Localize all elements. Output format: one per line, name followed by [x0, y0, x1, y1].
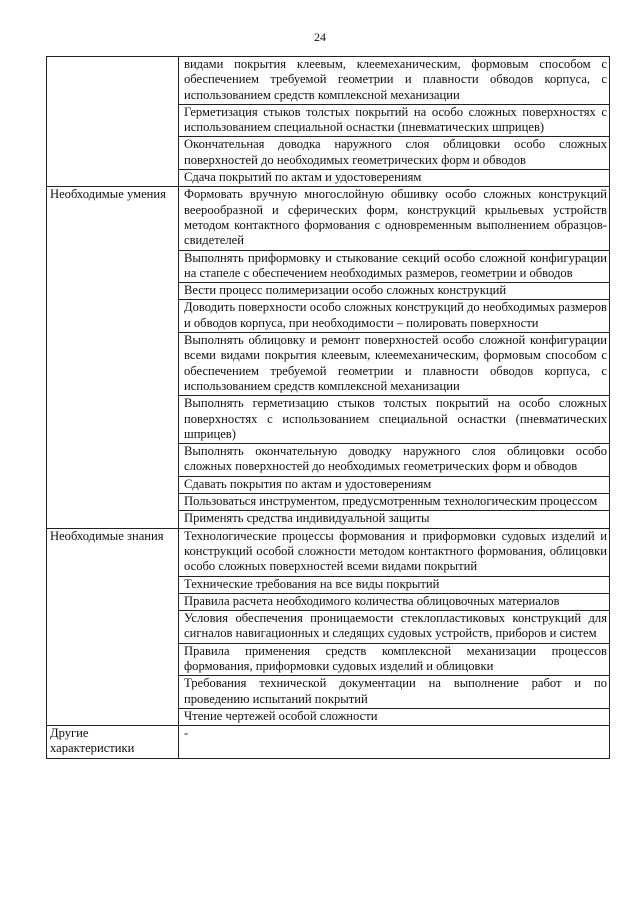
section-label	[47, 57, 179, 187]
requirement-item: Выполнять окончательную доводку наружного слоя облицовки особо сложных поверхностей до необходимых геометрических форм и обводов	[179, 444, 610, 477]
requirement-item: Правила расчета необходимого количества облицовочных материалов	[179, 593, 610, 610]
section-label: Другие характеристики	[47, 726, 179, 759]
section-label: Необходимые умения	[47, 187, 179, 528]
requirements-table	[46, 56, 610, 759]
requirement-item: Условия обеспечения проницаемости стеклопластиковых конструкций для сигналов навигационных и следящих судовых устройств, приборов и систем	[179, 611, 610, 644]
requirement-item: Требования технической документации на выполнение работ и по проведению испытаний покрытий	[179, 676, 610, 709]
requirement-item: Выполнять герметизацию стыков толстых покрытий на особо сложных поверхностях с использованием специальной оснастки (пневматических шприцев)	[179, 396, 610, 444]
requirement-item: Чтение чертежей особой сложности	[179, 708, 610, 725]
requirement-item: -	[179, 726, 610, 759]
requirement-item: Доводить поверхности особо сложных конструкций до необходимых размеров и обводов корпуса, при необходимости – полировать поверхности	[179, 300, 610, 333]
requirement-item: Применять средства индивидуальной защиты	[179, 511, 610, 528]
requirement-item: Пользоваться инструментом, предусмотренным технологическим процессом	[179, 494, 610, 511]
requirement-item: Выполнять приформовку и стыкование секций особо сложной конфигурации на стапеле с обеспечением необходимых размеров, геометрии и обводов	[179, 250, 610, 283]
requirement-item: Технологические процессы формования и приформовки судовых изделий и конструкций особой сложности методом контактного формования, облицовки особо сложных поверхностей всеми видами покрытий	[179, 528, 610, 576]
requirement-item: Правила применения средств комплексной механизации процессов формования, приформовки судовых изделий и облицовки	[179, 643, 610, 676]
requirements-table-body	[47, 57, 610, 759]
requirement-item: Формовать вручную многослойную обшивку особо сложных конструкций веерообразной и сферических форм, конструкций крыльевых устройств методом контактного формования с одновременным выполнением образцов-свидетелей	[179, 187, 610, 250]
table-row	[47, 726, 610, 759]
table-row	[47, 57, 610, 105]
table-row	[47, 187, 610, 250]
requirement-item: Вести процесс полимеризации особо сложных конструкций	[179, 283, 610, 300]
requirement-item: Герметизация стыков толстых покрытий на особо сложных поверхностях с использованием специальной оснастки (пневматических шприцев)	[179, 104, 610, 137]
requirement-item: Сдавать покрытия по актам и удостоверениям	[179, 476, 610, 493]
section-label: Необходимые знания	[47, 528, 179, 726]
requirement-item: Технические требования на все виды покрытий	[179, 576, 610, 593]
requirement-item: Сдача покрытий по актам и удостоверениям	[179, 170, 610, 187]
table-row	[47, 528, 610, 576]
requirement-item: Окончательная доводка наружного слоя облицовки особо сложных поверхностей до необходимых геометрических форм и обводов	[179, 137, 610, 170]
requirement-item: Выполнять облицовку и ремонт поверхностей особо сложной конфигурации всеми видами покрытия клеевым, клеемеханическим, формовым способом с обеспечением требуемой геометрии и плавности обводов корпуса, с использованием средств комплексной механизации	[179, 333, 610, 396]
page-number: 24	[314, 30, 326, 44]
requirement-item: видами покрытия клеевым, клеемеханическим, формовым способом с обеспечением требуемой геометрии и плавности обводов корпуса, с использованием средств комплексной механизации	[179, 57, 610, 105]
